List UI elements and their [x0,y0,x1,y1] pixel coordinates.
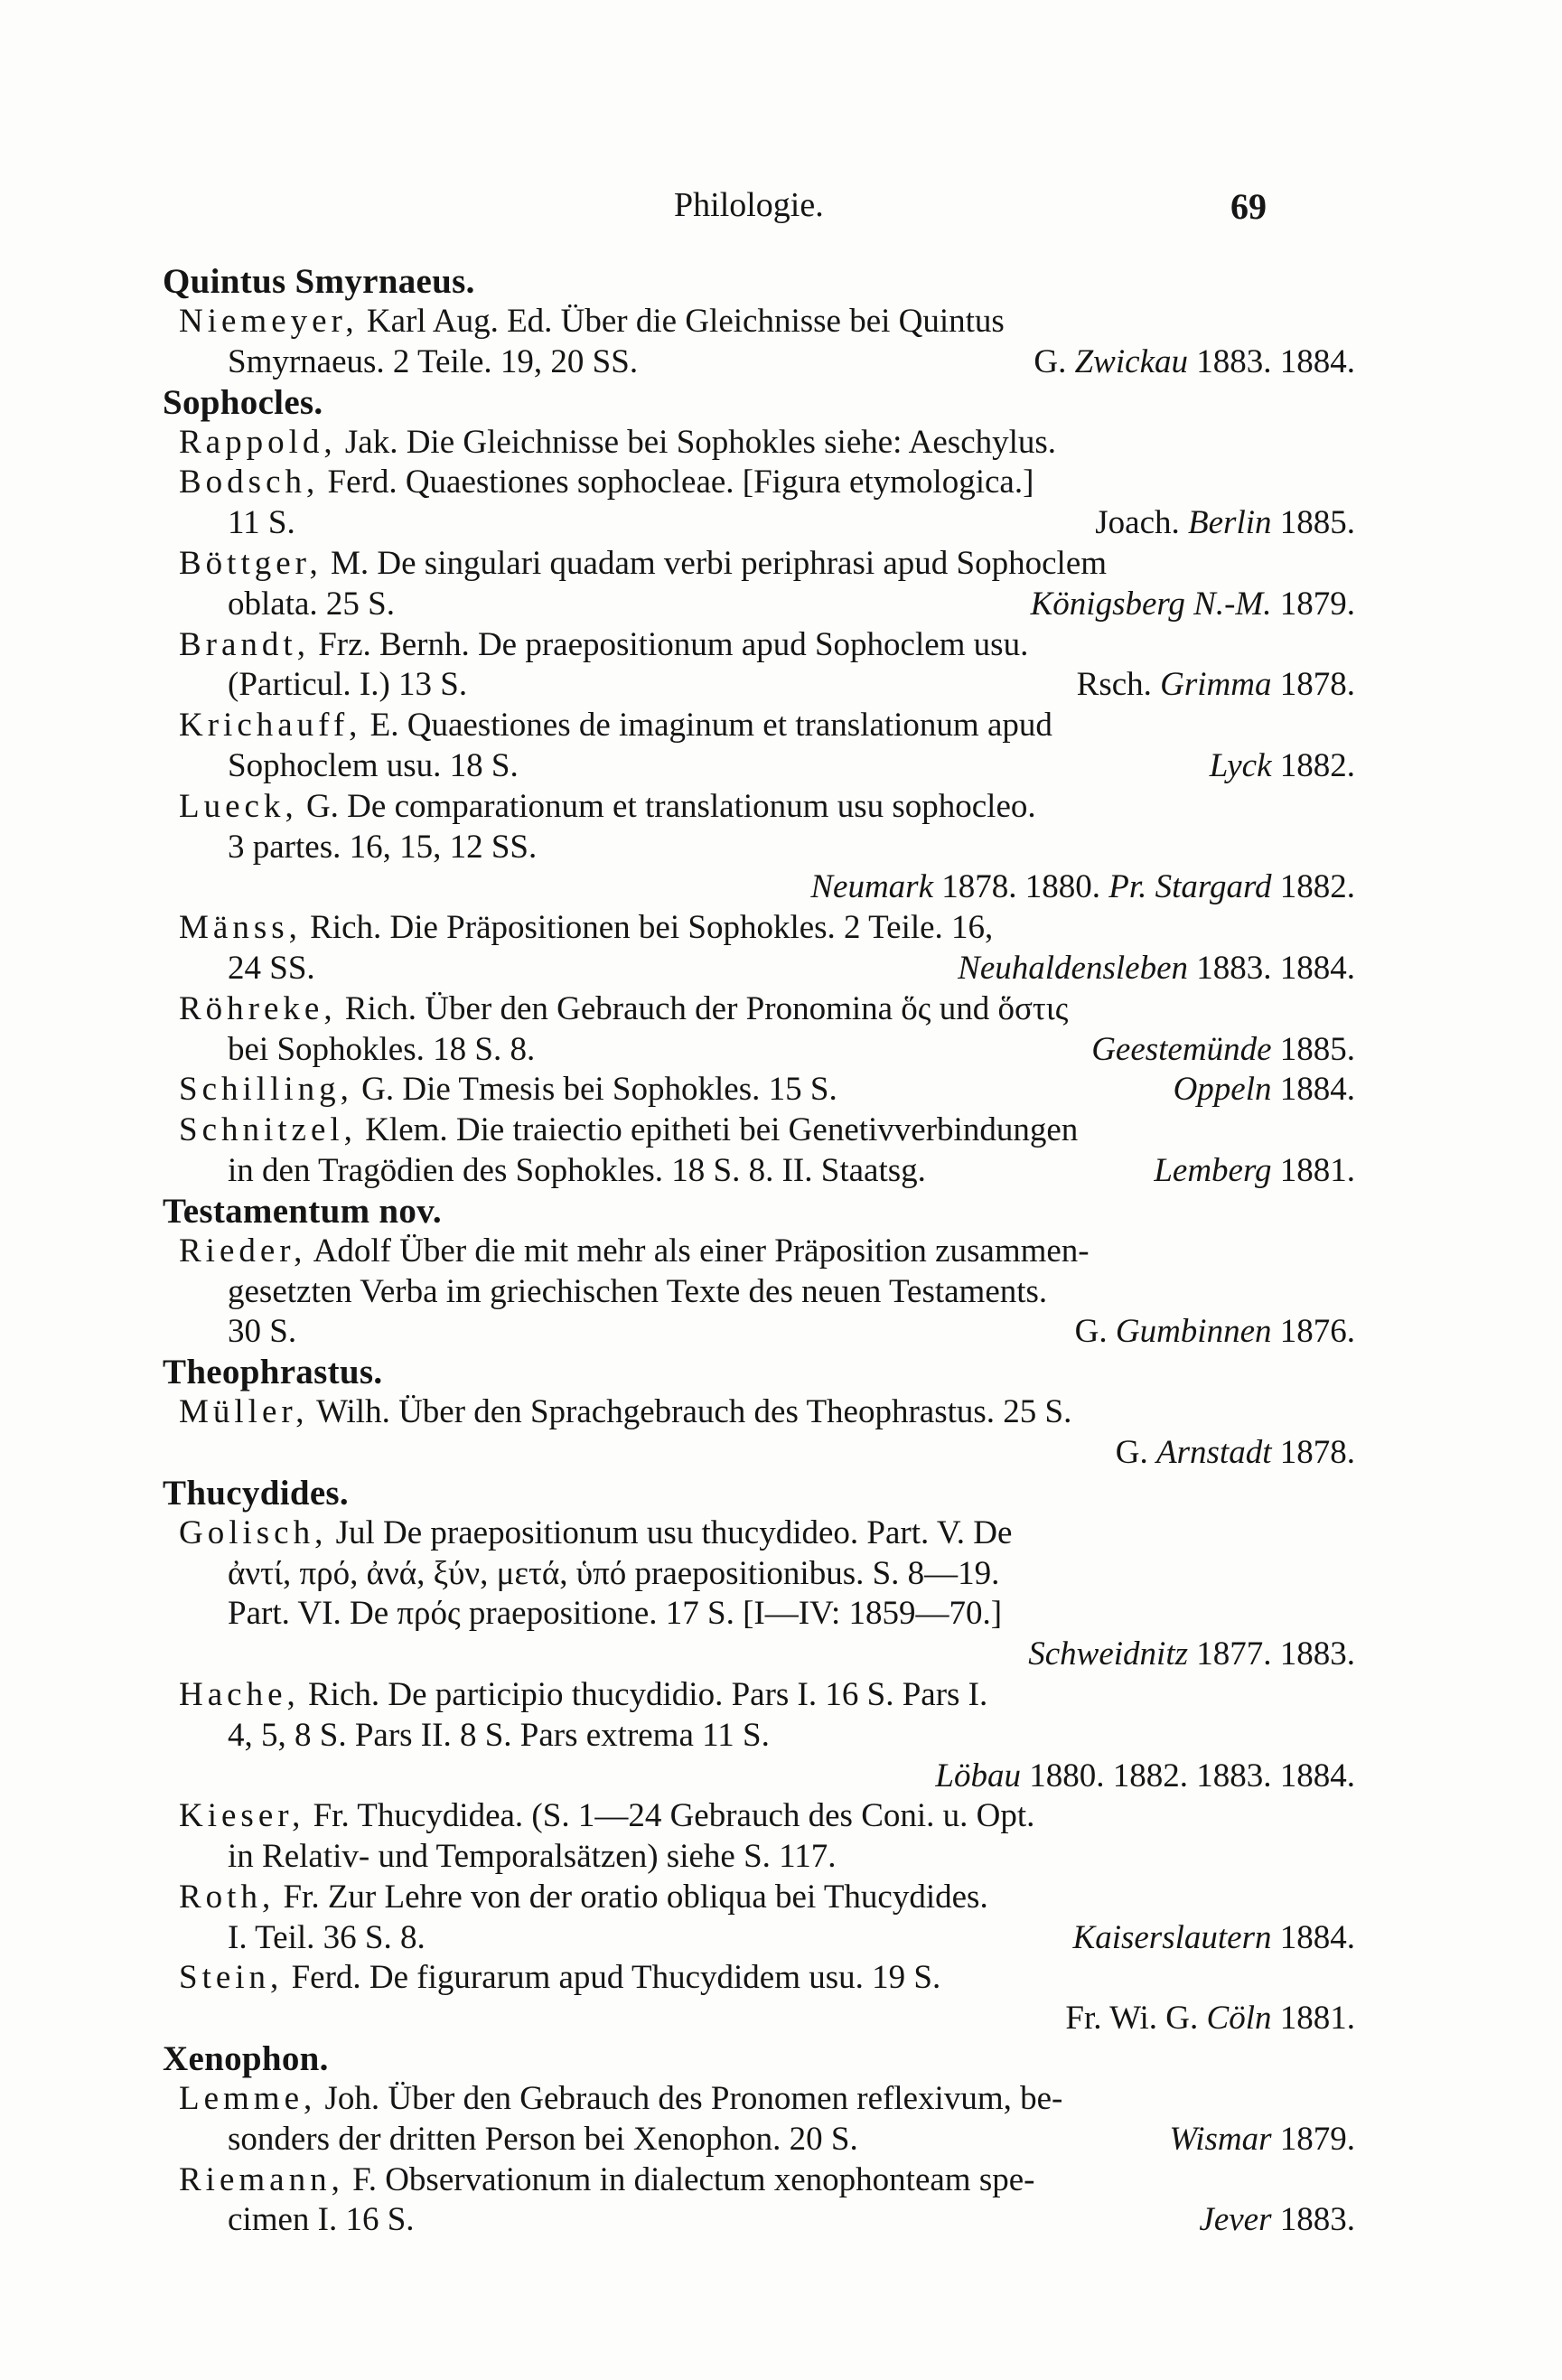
year: 1881. [1279,2000,1355,2038]
year: 1884. [1279,1918,1355,1956]
bibliography-entry [163,989,1355,1071]
author-name: Röhreke, [179,989,337,1027]
entry-text: 24 SS. [228,949,315,987]
place-name: Geestemünde [1091,1030,1272,1068]
entry-text: I. Teil. 36 S. 8. [228,1918,426,1956]
bibliography-entry [163,787,1355,908]
running-title: Philologie. [674,186,824,224]
author-name: Rappold, [179,423,337,461]
entry-text: E. Quaestiones de imaginum et translationum apud [361,707,1052,745]
section-heading: Thucydides. [163,1473,349,1513]
page-header [0,185,1562,239]
place-name: Kaiserslautern [1072,1918,1272,1956]
entry-text: Jak. Die Gleichnisse bei Sophokles siehe: Aeschylus. [336,423,1057,461]
year: 1878. 1880. [941,868,1100,906]
place-name: Lyck [1209,746,1272,784]
bibliography-entry [163,463,1355,544]
year: 1882. [1279,746,1355,784]
school: Fr. Wi. G. [1065,2000,1199,2038]
place-name: Cöln [1206,2000,1272,2038]
place-name: Schweidnitz [1028,1635,1188,1673]
entry-text: Adolf Über die mit mehr als einer Präposition zusammen- [306,1232,1090,1270]
bibliography-entry [163,1958,1355,2039]
section-heading: Theophrastus. [163,1353,383,1392]
entry-text: oblata. 25 S. [228,585,395,623]
bibliography-entry [163,1513,1355,1675]
entry-text: Rich. Über den Gebrauch der Pronomina ὅς und ὅστις [336,989,1069,1027]
author-name: Schilling, [179,1071,353,1109]
entry-text: in Relativ- und Temporalsätzen) siehe S. 117. [228,1838,837,1876]
author-name: Stein, [179,1959,284,1997]
place-name: Löbau [935,1757,1021,1794]
entry-text: Frz. Bernh. De praepositionum apud Sophoclem usu. [309,625,1029,663]
place-name: Neuhaldensleben [958,949,1188,987]
entry-text: Ferd. De figurarum apud Thucydidem usu. 19 S. [283,1959,941,1997]
bibliography-entry [163,706,1355,787]
place-name: Neumark [810,868,933,906]
school: Joach. [1095,504,1180,542]
year: 1878. [1279,1433,1355,1471]
bibliography-entry [163,1392,1355,1474]
year: 1883. 1884. [1196,342,1355,380]
year: 1881. [1279,1151,1355,1189]
entry-text: Part. VI. De πρός praepositione. 17 S. [I—IV: 1859—70.] [228,1595,1003,1633]
school: G. [1115,1433,1148,1471]
school: G. [1074,1313,1108,1351]
entry-text: 30 S. [228,1313,297,1351]
entry-text: Klem. Die traiectio epitheti bei Genetivverbindungen [356,1111,1079,1149]
place-name: Oppeln [1173,1071,1272,1109]
entry-text: Jul De praepositionum usu thucydideo. Part. V. De [327,1513,1013,1551]
author-name: Bodsch, [179,464,320,501]
year: 1877. 1883. [1196,1635,1355,1673]
author-name: Krichauff, [179,707,362,745]
author-name: Rieder, [179,1232,307,1270]
section-heading: Quintus Smyrnaeus. [163,262,475,301]
bibliography-entry [163,2079,1355,2160]
year: 1880. 1882. 1883. 1884. [1029,1757,1355,1794]
entry-text: Fr. Zur Lehre von der oratio obliqua bei Thucydides. [275,1878,988,1916]
place-name: Lemberg [1154,1151,1272,1189]
entry-text: Rich. De participio thucydidio. Pars I. 16 S. Pars I. [299,1675,988,1713]
section-heading: Testamentum nov. [163,1191,442,1231]
author-name: Lemme, [179,2080,317,2118]
bibliography-entry [163,1675,1355,1796]
author-name: Hache, [179,1675,300,1713]
year: 1882. [1279,868,1355,906]
place-name: Stargard [1155,868,1272,906]
entry-text: 3 partes. 16, 15, 12 SS. [228,828,538,866]
entry-text: G. De comparationum et translationum usu sophocleo. [297,787,1036,825]
entry-text: Karl Aug. Ed. Über die Gleichnisse bei Quintus [358,303,1005,340]
school: Rsch. [1076,666,1152,704]
author-name: Böttger, [179,544,323,582]
entry-text: 11 S. [228,504,295,542]
year: 1879. [1279,585,1355,623]
year: 1885. [1279,504,1355,542]
bibliography-content [163,262,1355,2241]
entry-text: sonders der dritten Person bei Xenophon. 20 S. [228,2120,858,2158]
bibliography-entry [163,1070,1355,1110]
entry-text: Smyrnaeus. 2 Teile. 19, 20 SS. [228,342,639,380]
author-name: Müller, [179,1393,309,1431]
author-name: Brandt, [179,625,310,663]
place-name: Jever [1199,2201,1272,2239]
author-name: Golisch, [179,1513,328,1551]
entry-text: bei Sophokles. 18 S. 8. [228,1030,536,1068]
bibliography-entry [163,1232,1355,1353]
entry-text: Joh. Über den Gebrauch des Pronomen reflexivum, be- [316,2080,1063,2118]
entry-text: (Particul. I.) 13 S. [228,666,468,704]
place-name: Gumbinnen [1115,1313,1272,1351]
year: 1878. [1279,666,1355,704]
entry-text: Rich. Die Präpositionen bei Sophokles. 2 Teile. 16, [301,909,994,947]
page-number: 69 [1230,186,1267,227]
place-name: Grimma [1160,666,1272,704]
entry-text: ἀντί, πρό, ἀνά, ξύν, μετά, ὑπό praepositionibus. S. 8—19. [228,1554,1000,1592]
place-name: Königsberg N.-M. [1030,585,1272,623]
author-name: Mänss, [179,909,302,947]
place-name: Arnstadt [1156,1433,1272,1471]
year: 1884. [1279,1071,1355,1109]
entry-text: M. De singulari quadam verbi periphrasi apud Sophoclem [322,544,1108,582]
bibliography-entry [163,625,1355,707]
bibliography-entry [163,1878,1355,1959]
bibliography-entry [163,423,1355,464]
section-heading: Sophocles. [163,382,323,422]
year: 1883. [1279,2201,1355,2239]
author-name: Kieser, [179,1797,305,1835]
entry-text: gesetzten Verba im griechischen Texte des neuen Testaments. [228,1272,1048,1310]
entry-text: Wilh. Über den Sprachgebrauch des Theophrastus. 25 S. [308,1393,1072,1431]
author-name: Niemeyer, [179,303,359,340]
entry-text: Sophoclem usu. 18 S. [228,746,519,784]
entry-text: cimen I. 16 S. [228,2201,415,2239]
school: G. [1034,342,1067,380]
place-name: Berlin [1188,504,1272,542]
bibliography-entry [163,302,1355,383]
year: 1883. 1884. [1196,949,1355,987]
entry-text: G. Die Tmesis bei Sophokles. 15 S. [352,1071,837,1109]
section-heading: Xenophon. [163,2039,329,2079]
place-name: Zwickau [1074,342,1188,380]
bibliography-entry [163,1796,1355,1878]
school: Pr. [1108,868,1147,906]
entry-text: 4, 5, 8 S. Pars II. 8 S. Pars extrema 11 S. [228,1716,770,1754]
author-name: Riemann, [179,2160,344,2198]
year: 1879. [1279,2120,1355,2158]
bibliography-entry [163,908,1355,989]
author-name: Lueck, [179,787,298,825]
entry-text: Fr. Thucydidea. (S. 1—24 Gebrauch des Coni. u. Opt. [304,1797,1035,1835]
year: 1876. [1279,1313,1355,1351]
author-name: Schnitzel, [179,1111,357,1149]
bibliography-entry [163,544,1355,625]
author-name: Roth, [179,1878,276,1916]
entry-text: in den Tragödien des Sophokles. 18 S. 8. II. Staatsg. [228,1151,926,1189]
entry-text: F. Observationum in dialectum xenophonteam spe- [343,2160,1035,2198]
bibliography-entry [163,2160,1355,2242]
year: 1885. [1279,1030,1355,1068]
bibliography-entry [163,1110,1355,1192]
place-name: Wismar [1169,2120,1272,2158]
entry-text: Ferd. Quaestiones sophocleae. [Figura etymologica.] [319,464,1034,501]
